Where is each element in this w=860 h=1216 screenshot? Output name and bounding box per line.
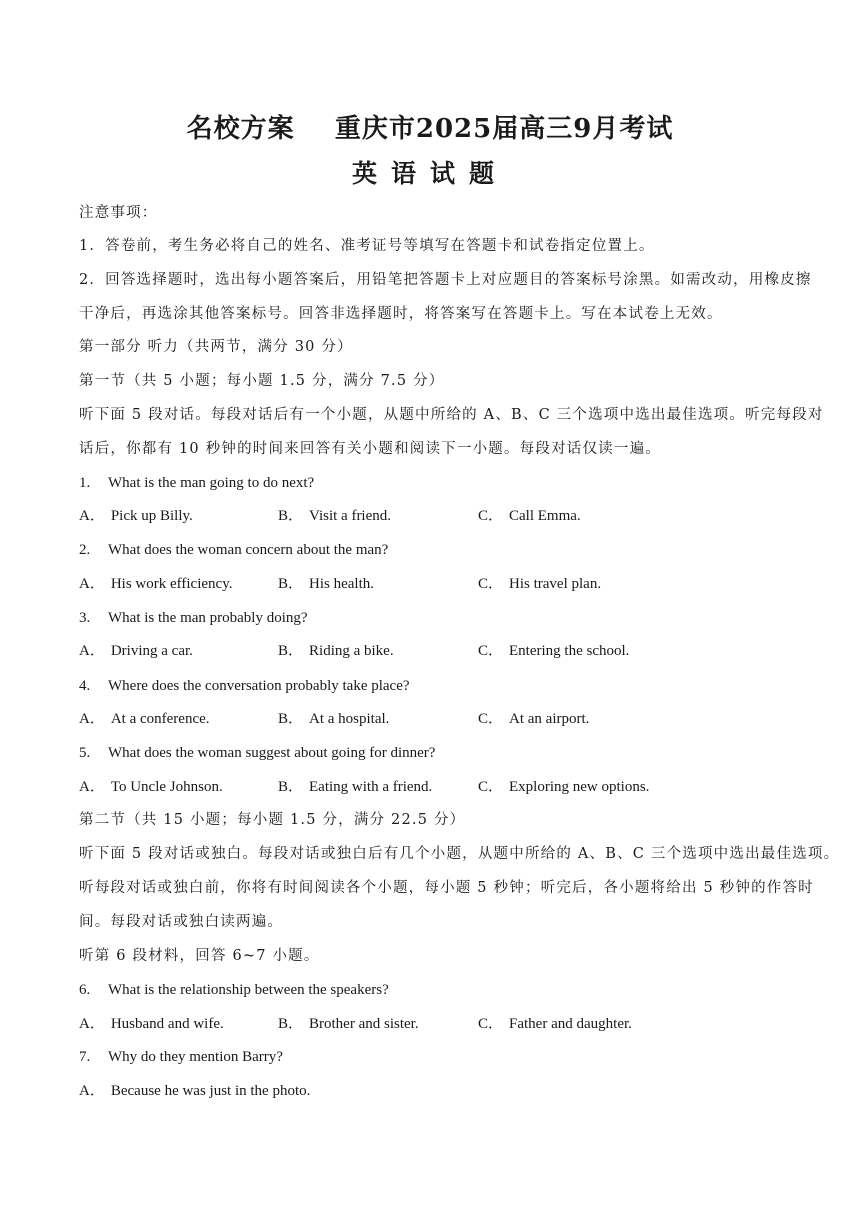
section1-heading: 第一节（共 5 小题；每小题 1.5 分，满分 7.5 分） bbox=[79, 373, 445, 389]
option-c: C． Exploring new options. bbox=[478, 779, 650, 795]
option-a: A． Pick up Billy. bbox=[79, 508, 193, 524]
section2-heading: 第二节（共 15 小题；每小题 1.5 分，满分 22.5 分） bbox=[79, 812, 466, 828]
question-number: 1. bbox=[79, 475, 91, 491]
notice-heading: 注意事项： bbox=[79, 205, 158, 221]
question-3-options bbox=[79, 641, 784, 661]
option-c: C． Call Emma. bbox=[478, 508, 581, 524]
question-text: Where does the conversation probably take place? bbox=[108, 678, 410, 694]
option-a: A． Because he was just in the photo. bbox=[79, 1083, 311, 1099]
option-a: A． Husband and wife. bbox=[79, 1016, 224, 1032]
question-number: 4. bbox=[79, 678, 91, 694]
question-text: What does the woman suggest about going for dinner? bbox=[108, 745, 436, 761]
option-c: C． At an airport. bbox=[478, 711, 590, 727]
exam-title: 名校方案 重庆市2025届高三9月考试 bbox=[186, 114, 674, 144]
option-b: B． At a hospital. bbox=[278, 711, 390, 727]
question-3 bbox=[79, 608, 784, 628]
section2-instruction-line-3: 间。每段对话或独白读两遍。 bbox=[79, 914, 284, 930]
question-5-options bbox=[79, 777, 784, 797]
question-1-options bbox=[79, 506, 784, 526]
question-2 bbox=[79, 540, 784, 560]
question-number: 5. bbox=[79, 745, 91, 761]
question-6 bbox=[79, 980, 784, 1000]
option-b: B． Visit a friend. bbox=[278, 508, 392, 524]
question-7 bbox=[79, 1047, 784, 1067]
section1-instruction-line-2: 话后，你都有 10 秒钟的时间来回答有关小题和阅读下一小题。每段对话仅读一遍。 bbox=[79, 441, 661, 457]
section2-instruction-line-2: 听每段对话或独白前，你将有时间阅读各个小题，每小题 5 秒钟；听完后，各小题将给出 5 秒钟的作答时 bbox=[79, 880, 814, 896]
question-text: What is the man probably doing? bbox=[108, 610, 308, 626]
question-number: 6. bbox=[79, 982, 91, 998]
question-text: Why do they mention Barry? bbox=[108, 1049, 283, 1065]
section2-instruction-line-1: 听下面 5 段对话或独白。每段对话或独白后有几个小题，从题中所给的 A、B、C 三个选项中选出最佳选项。 bbox=[79, 846, 840, 862]
option-b: B． Eating with a friend. bbox=[278, 779, 433, 795]
option-c: C． His travel plan. bbox=[478, 576, 602, 592]
question-text: What does the woman concern about the man? bbox=[108, 542, 389, 558]
notice-item-2-line-2: 干净后，再选涂其他答案标号。回答非选择题时，将答案写在答题卡上。写在本试卷上无效。 bbox=[79, 306, 723, 322]
section1-instruction-line-1: 听下面 5 段对话。每段对话后有一个小题，从题中所给的 A、B、C 三个选项中选出最佳选项。听完每段对 bbox=[79, 407, 824, 423]
option-a: A． Driving a car. bbox=[79, 643, 193, 659]
question-number: 2. bbox=[79, 542, 91, 558]
notice-item-2-line-1: 2．回答选择题时，选出每小题答案后，用铅笔把答题卡上对应题目的答案标号涂黑。如需改动，用橡皮擦 bbox=[79, 272, 812, 288]
notice-item-1: 1．答卷前，考生务必将自己的姓名、准考证号等填写在答题卡和试卷指定位置上。 bbox=[79, 238, 655, 254]
option-a: A． At a conference. bbox=[79, 711, 210, 727]
question-number: 3. bbox=[79, 610, 91, 626]
option-c: C． Father and daughter. bbox=[478, 1016, 632, 1032]
question-2-options bbox=[79, 574, 784, 594]
question-text: What is the relationship between the speakers? bbox=[108, 982, 389, 998]
question-7-options bbox=[79, 1081, 784, 1101]
option-c: C． Entering the school. bbox=[478, 643, 630, 659]
option-b: B． His health. bbox=[278, 576, 375, 592]
part1-heading: 第一部分 听力（共两节，满分 30 分） bbox=[79, 339, 353, 355]
material-6-instruction: 听第 6 段材料，回答 6~7 小题。 bbox=[79, 948, 320, 964]
option-b: B． Riding a bike. bbox=[278, 643, 394, 659]
question-4-options bbox=[79, 709, 784, 729]
question-1 bbox=[79, 473, 784, 493]
question-4 bbox=[79, 676, 784, 696]
question-text: What is the man going to do next? bbox=[108, 475, 315, 491]
exam-subtitle: 英语试题 bbox=[351, 159, 508, 188]
question-6-options bbox=[79, 1014, 784, 1034]
question-5 bbox=[79, 743, 784, 763]
option-a: A． To Uncle Johnson. bbox=[79, 779, 223, 795]
option-b: B． Brother and sister. bbox=[278, 1016, 419, 1032]
question-number: 7. bbox=[79, 1049, 91, 1065]
option-a: A． His work efficiency. bbox=[79, 576, 233, 592]
